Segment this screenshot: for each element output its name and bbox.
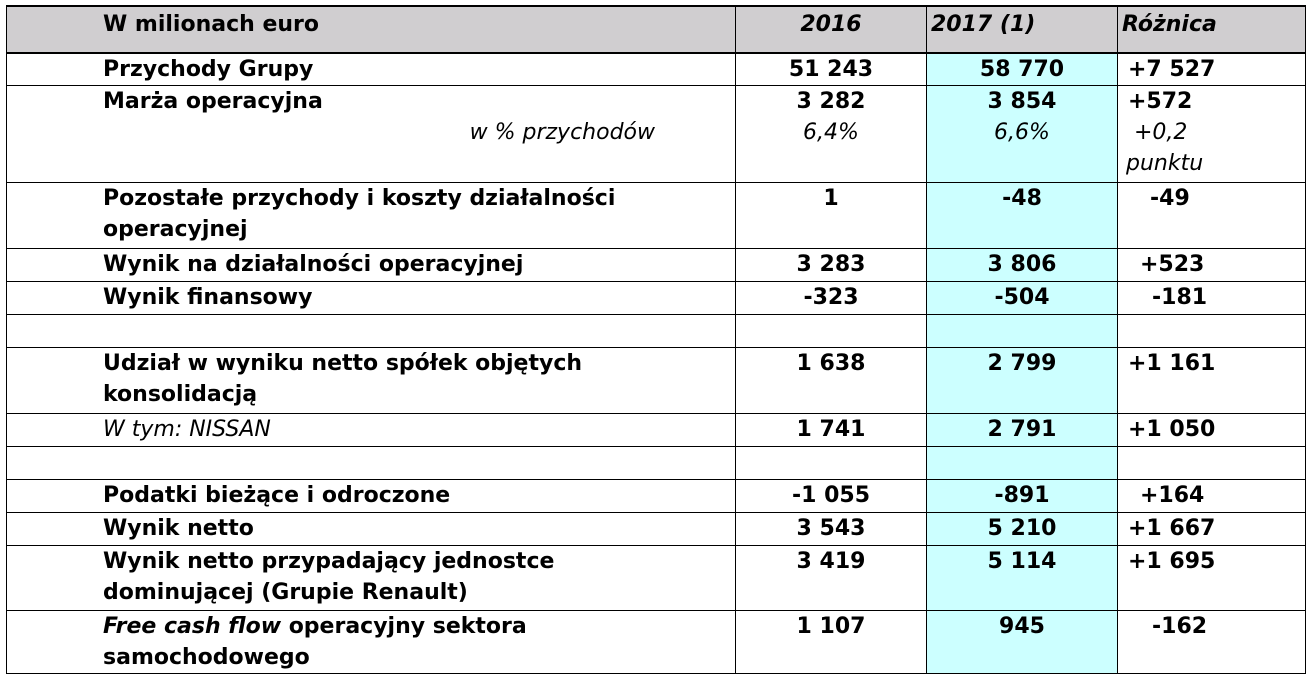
row-label: Wynik netto <box>7 513 736 546</box>
header-diff: Różnica <box>1122 12 1217 37</box>
value-2017: 5 114 <box>927 546 1118 611</box>
row-label-line2: samochodowego <box>103 645 310 670</box>
table-row <box>7 480 1306 513</box>
row-label-line1: Wynik netto przypadający jednostce <box>103 549 555 574</box>
table-row <box>7 414 1306 447</box>
value-2016: 3 283 <box>736 249 927 282</box>
row-label-rest: operacyjny sektora <box>281 614 527 639</box>
row-label: Podatki bieżące i odroczone <box>7 480 736 513</box>
spacer-cell <box>1118 315 1306 348</box>
value-2017: 3 806 <box>927 249 1118 282</box>
spacer-cell <box>736 315 927 348</box>
value-diff <box>1118 414 1306 447</box>
row-label-cell <box>7 611 736 674</box>
value-2017: -891 <box>927 480 1118 513</box>
table-row <box>7 348 1306 414</box>
table-row <box>7 249 1306 282</box>
value-2016: 1 638 <box>736 348 927 414</box>
row-label: W tym: NISSAN <box>7 414 736 447</box>
value-diff-cell <box>1118 86 1306 183</box>
diff-text: +1 161 <box>1128 351 1216 376</box>
value-2017: 3 854 <box>987 89 1057 114</box>
value-2017: 2 791 <box>927 414 1118 447</box>
value-2017: 58 770 <box>927 53 1118 86</box>
value-2017: 2 799 <box>927 348 1118 414</box>
value-diff <box>1118 611 1306 674</box>
header-diff-cell <box>1118 6 1306 53</box>
row-label-line2: operacyjnej <box>103 217 248 242</box>
value-diff <box>1118 480 1306 513</box>
diff-percent-unit: punktu <box>1126 151 1204 176</box>
spacer-cell <box>1118 447 1306 480</box>
table-row <box>7 546 1306 611</box>
percent-2017: 6,6% <box>994 120 1050 145</box>
value-diff <box>1118 513 1306 546</box>
row-label-cell <box>7 183 736 249</box>
spacer-cell <box>7 447 736 480</box>
diff-text: +572 <box>1128 89 1193 114</box>
diff-text: +523 <box>1140 252 1205 277</box>
table-row <box>7 53 1306 86</box>
value-2016: -323 <box>736 282 927 315</box>
value-2016: 1 741 <box>736 414 927 447</box>
value-2017-cell <box>927 86 1118 183</box>
header-label-cell <box>7 6 736 53</box>
value-2017: -504 <box>927 282 1118 315</box>
value-2016-cell <box>736 86 927 183</box>
value-diff <box>1118 183 1306 249</box>
value-diff <box>1118 249 1306 282</box>
table-row <box>7 611 1306 674</box>
header-label: W milionach euro <box>103 12 320 37</box>
row-label-line1: Udział w wyniku netto spółek objętych <box>103 351 583 376</box>
row-label-cell <box>7 348 736 414</box>
spacer-cell <box>927 315 1118 348</box>
diff-text: +1 667 <box>1128 516 1216 541</box>
table-row <box>7 86 1306 183</box>
table-row <box>7 183 1306 249</box>
table-row <box>7 282 1306 315</box>
diff-text: +1 050 <box>1128 417 1216 442</box>
table-header-row <box>7 6 1306 53</box>
value-2017: 945 <box>927 611 1118 674</box>
diff-percent: +0,2 <box>1134 120 1188 145</box>
value-diff <box>1118 348 1306 414</box>
diff-text: +7 527 <box>1128 57 1216 82</box>
value-2017: 5 210 <box>927 513 1118 546</box>
spacer-row <box>7 315 1306 348</box>
row-label-italic: Free cash flow <box>103 614 282 639</box>
diff-text: -162 <box>1152 614 1208 639</box>
spacer-cell <box>927 447 1118 480</box>
diff-text: -181 <box>1152 285 1208 310</box>
row-label-line2: dominującej (Grupie Renault) <box>103 580 468 605</box>
percent-2016: 6,4% <box>803 120 859 145</box>
row-label-cell <box>7 86 736 183</box>
value-2016: 1 <box>736 183 927 249</box>
row-label-line1: Pozostałe przychody i koszty działalności <box>103 186 616 211</box>
financial-table <box>6 5 1306 674</box>
spacer-cell <box>7 315 736 348</box>
header-2016: 2016 <box>800 12 862 37</box>
value-2017: -48 <box>927 183 1118 249</box>
value-diff <box>1118 546 1306 611</box>
value-diff <box>1118 53 1306 86</box>
value-diff <box>1118 282 1306 315</box>
spacer-row <box>7 447 1306 480</box>
row-label: Przychody Grupy <box>7 53 736 86</box>
header-2016-cell <box>736 6 927 53</box>
row-label: Wynik na działalności operacyjnej <box>7 249 736 282</box>
row-label: Wynik finansowy <box>7 282 736 315</box>
table-row <box>7 513 1306 546</box>
value-2016: 51 243 <box>736 53 927 86</box>
value-2016: 1 107 <box>736 611 927 674</box>
value-2016: 3 543 <box>736 513 927 546</box>
row-label-line1 <box>103 611 735 642</box>
header-2017-cell <box>927 6 1118 53</box>
row-label-line2: konsolidacją <box>103 382 258 407</box>
row-label-cell <box>7 546 736 611</box>
row-label: Marża operacyjna <box>103 89 323 114</box>
diff-text: +164 <box>1140 483 1205 508</box>
diff-text: +1 695 <box>1128 549 1216 574</box>
row-sublabel: w % przychodów <box>469 120 655 145</box>
diff-text: -49 <box>1150 186 1190 211</box>
header-2017: 2017 (1) <box>931 12 1036 37</box>
value-2016: 3 282 <box>796 89 866 114</box>
spacer-cell <box>736 447 927 480</box>
value-2016: -1 055 <box>736 480 927 513</box>
value-2016: 3 419 <box>736 546 927 611</box>
